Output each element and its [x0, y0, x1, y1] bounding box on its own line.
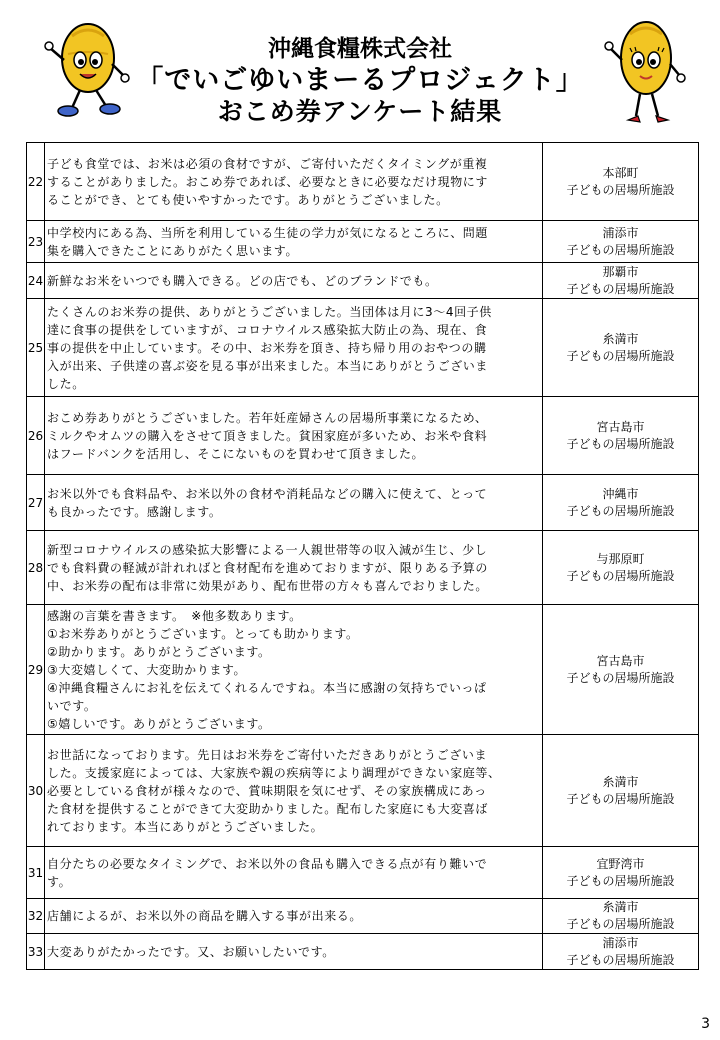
- city-name: 宮古島市: [596, 653, 645, 668]
- table-row: [27, 934, 699, 970]
- comment-cell: [45, 397, 543, 475]
- row-number: 26: [27, 397, 45, 475]
- comment-line: 新鮮なお米をいつでも購入できる。どの店でも、どのブランドでも。: [47, 273, 438, 288]
- comment-line: 中、お米券の配布は非常に効果があり、配布世帯の方々も喜んでおりました。: [47, 578, 489, 593]
- comment-cell: [45, 899, 543, 934]
- comment-line: 大変ありがたかったです。又、お願いしたいです。: [47, 944, 335, 959]
- facility-type: 子どもの居場所施設: [566, 348, 675, 363]
- comment-line: 集を購入できたことにありがたく思います。: [47, 243, 299, 258]
- comment-line: ③大変嬉しくて、大変助かります。: [47, 662, 247, 677]
- comment-line: ⑤嬉しいです。ありがとうございます。: [47, 716, 271, 731]
- city-name: 糸満市: [602, 774, 639, 789]
- comment-line: お米以外でも食料品や、お米以外の食材や消耗品などの購入に使えて、とって: [47, 486, 488, 501]
- facility-type: 子どもの居場所施設: [566, 873, 675, 888]
- comment-line: 達に食事の提供をしていますが、コロナウイルス感染拡大防止の為、現在、食: [47, 322, 488, 337]
- comment-line: ることができ、とても使いやすかったです。ありがとうございました。: [47, 192, 449, 207]
- comment-line: れております。本当にありがとうございました。: [47, 819, 324, 834]
- row-number: 25: [27, 299, 45, 397]
- comment-line: ①お米券ありがとうございます。とっても助かります。: [47, 626, 359, 641]
- location-cell: [543, 735, 699, 847]
- facility-type: 子どもの居場所施設: [566, 503, 675, 518]
- comment-line: おこめ券ありがとうございました。若年妊産婦さんの居場所事業になるため、: [47, 410, 488, 425]
- comment-cell: [45, 299, 543, 397]
- comment-line: ミルクやオムツの購入をさせて頂きました。貧困家庭が多いため、お米や食料: [47, 428, 488, 443]
- location-cell: [543, 143, 699, 221]
- row-number: 27: [27, 475, 45, 531]
- comment-line: はフードバンクを活用し、そこにないものを買わせて頂きました。: [47, 446, 425, 461]
- comment-line: ②助かります。ありがとうございます。: [47, 644, 271, 659]
- table-row: [27, 847, 699, 899]
- location-cell: [543, 531, 699, 605]
- survey-table-body: [27, 143, 699, 970]
- location-cell: [543, 299, 699, 397]
- table-row: [27, 475, 699, 531]
- comment-cell: [45, 143, 543, 221]
- row-number: 22: [27, 143, 45, 221]
- facility-type: 子どもの居場所施設: [566, 791, 675, 806]
- city-name: 沖縄市: [602, 486, 639, 501]
- location-cell: [543, 475, 699, 531]
- comment-line: することがありました。おこめ券であれば、必要なときに必要なだけ現物にす: [47, 174, 489, 189]
- comment-line: 子ども食堂では、お米は必須の食材ですが、ご寄付いただくタイミングが重複: [47, 156, 488, 171]
- row-number: 29: [27, 605, 45, 735]
- row-number: 30: [27, 735, 45, 847]
- table-row: [27, 735, 699, 847]
- row-number: 23: [27, 221, 45, 263]
- facility-type: 子どもの居場所施設: [566, 917, 675, 931]
- comment-cell: [45, 263, 543, 299]
- comment-line: ④沖縄食糧さんにお礼を伝えてくれるんですね。本当に感謝の気持ちでいっぱ: [47, 680, 487, 695]
- comment-line: 事の提供を中止しています。その中、お米券を頂き、持ち帰り用のおやつの購: [47, 340, 487, 355]
- city-name: 浦添市: [602, 935, 639, 950]
- city-name: 与那原町: [596, 551, 645, 566]
- location-cell: [543, 934, 699, 970]
- comment-cell: [45, 847, 543, 899]
- comment-line: お世話になっております。先日はお米券をご寄付いただきありがとうございま: [47, 747, 488, 762]
- comment-line: いです。: [47, 698, 97, 713]
- comment-line: 入が出来、子供達の喜ぶ姿を見る事が出来ました。本当にありがとうございま: [47, 358, 489, 373]
- comment-line: た食材を提供することができて大変助かりました。配布した家庭にも大変喜ば: [47, 801, 489, 816]
- company-title: 沖縄食糧株式会社: [268, 36, 452, 62]
- city-name: 宮古島市: [596, 419, 645, 434]
- comment-line: 中学校内にある為、当所を利用している生徒の学力が気になるところに、問題: [47, 225, 489, 240]
- comment-line: 新型コロナウイルスの感染拡大影響による一人親世帯等の収入減が生じ、少し: [47, 542, 488, 557]
- table-row: [27, 605, 699, 735]
- table-row: [27, 397, 699, 475]
- comment-cell: [45, 735, 543, 847]
- table-row: [27, 899, 699, 934]
- comment-line: 必要としている食材が様々なので、賞味期限を気にせず、その家族構成にあっ: [47, 783, 487, 798]
- table-row: [27, 263, 699, 299]
- comment-line: 感謝の言葉を書きます。 ※他多数あります。: [47, 608, 302, 623]
- facility-type: 子どもの居場所施設: [566, 281, 675, 296]
- location-cell: [543, 847, 699, 899]
- row-number: 24: [27, 263, 45, 299]
- comment-cell: [45, 531, 543, 605]
- facility-type: 子どもの居場所施設: [566, 952, 675, 967]
- comment-line: でも食料費の軽減が計れればと食材配布を進めておりますが、限りある予算の: [47, 560, 489, 575]
- comment-cell: [45, 221, 543, 263]
- rice-mascot-right-icon: [600, 18, 695, 128]
- comment-line: す。: [47, 874, 72, 889]
- city-name: 本部町: [602, 165, 639, 180]
- comment-line: した。: [47, 376, 85, 391]
- location-cell: [543, 221, 699, 263]
- table-row: [27, 221, 699, 263]
- facility-type: 子どもの居場所施設: [566, 182, 675, 197]
- location-cell: [543, 605, 699, 735]
- rice-mascot-left-icon: [42, 20, 132, 120]
- row-number: 33: [27, 934, 45, 970]
- comment-cell: [45, 605, 543, 735]
- table-row: [27, 299, 699, 397]
- city-name: 宜野湾市: [596, 856, 645, 871]
- location-cell: [543, 263, 699, 299]
- facility-type: 子どもの居場所施設: [566, 436, 675, 451]
- facility-type: 子どもの居場所施設: [566, 242, 675, 257]
- row-number: 32: [27, 899, 45, 934]
- survey-results-table: [26, 142, 699, 970]
- comment-line: たくさんのお米券の提供、ありがとうございました。当団体は月に3～4回子供: [47, 304, 492, 319]
- location-cell: [543, 899, 699, 934]
- table-row: [27, 531, 699, 605]
- comment-line: 店舗によるが、お米以外の商品を購入する事が出来る。: [47, 909, 363, 923]
- location-cell: [543, 397, 699, 475]
- table-row: [27, 143, 699, 221]
- comment-cell: [45, 475, 543, 531]
- page-header: [0, 0, 720, 140]
- comment-line: も良かったです。感謝します。: [47, 504, 222, 519]
- city-name: 糸満市: [602, 331, 639, 346]
- project-title: 「でいごゆいまーるプロジェクト」: [136, 65, 584, 96]
- row-number: 31: [27, 847, 45, 899]
- comment-line: 自分たちの必要なタイミングで、お米以外の食品も購入できる点が有り難いで: [47, 856, 488, 871]
- facility-type: 子どもの居場所施設: [566, 568, 675, 583]
- comment-line: した。支援家庭によっては、大家族や親の疾病等により調理ができない家庭等、: [47, 765, 501, 780]
- city-name: 浦添市: [602, 225, 639, 240]
- comment-cell: [45, 934, 543, 970]
- survey-subtitle: おこめ券アンケート結果: [217, 97, 503, 126]
- row-number: 28: [27, 531, 45, 605]
- city-name: 糸満市: [602, 900, 639, 914]
- page-number: 3: [701, 1016, 710, 1032]
- city-name: 那覇市: [602, 264, 639, 279]
- facility-type: 子どもの居場所施設: [566, 670, 675, 685]
